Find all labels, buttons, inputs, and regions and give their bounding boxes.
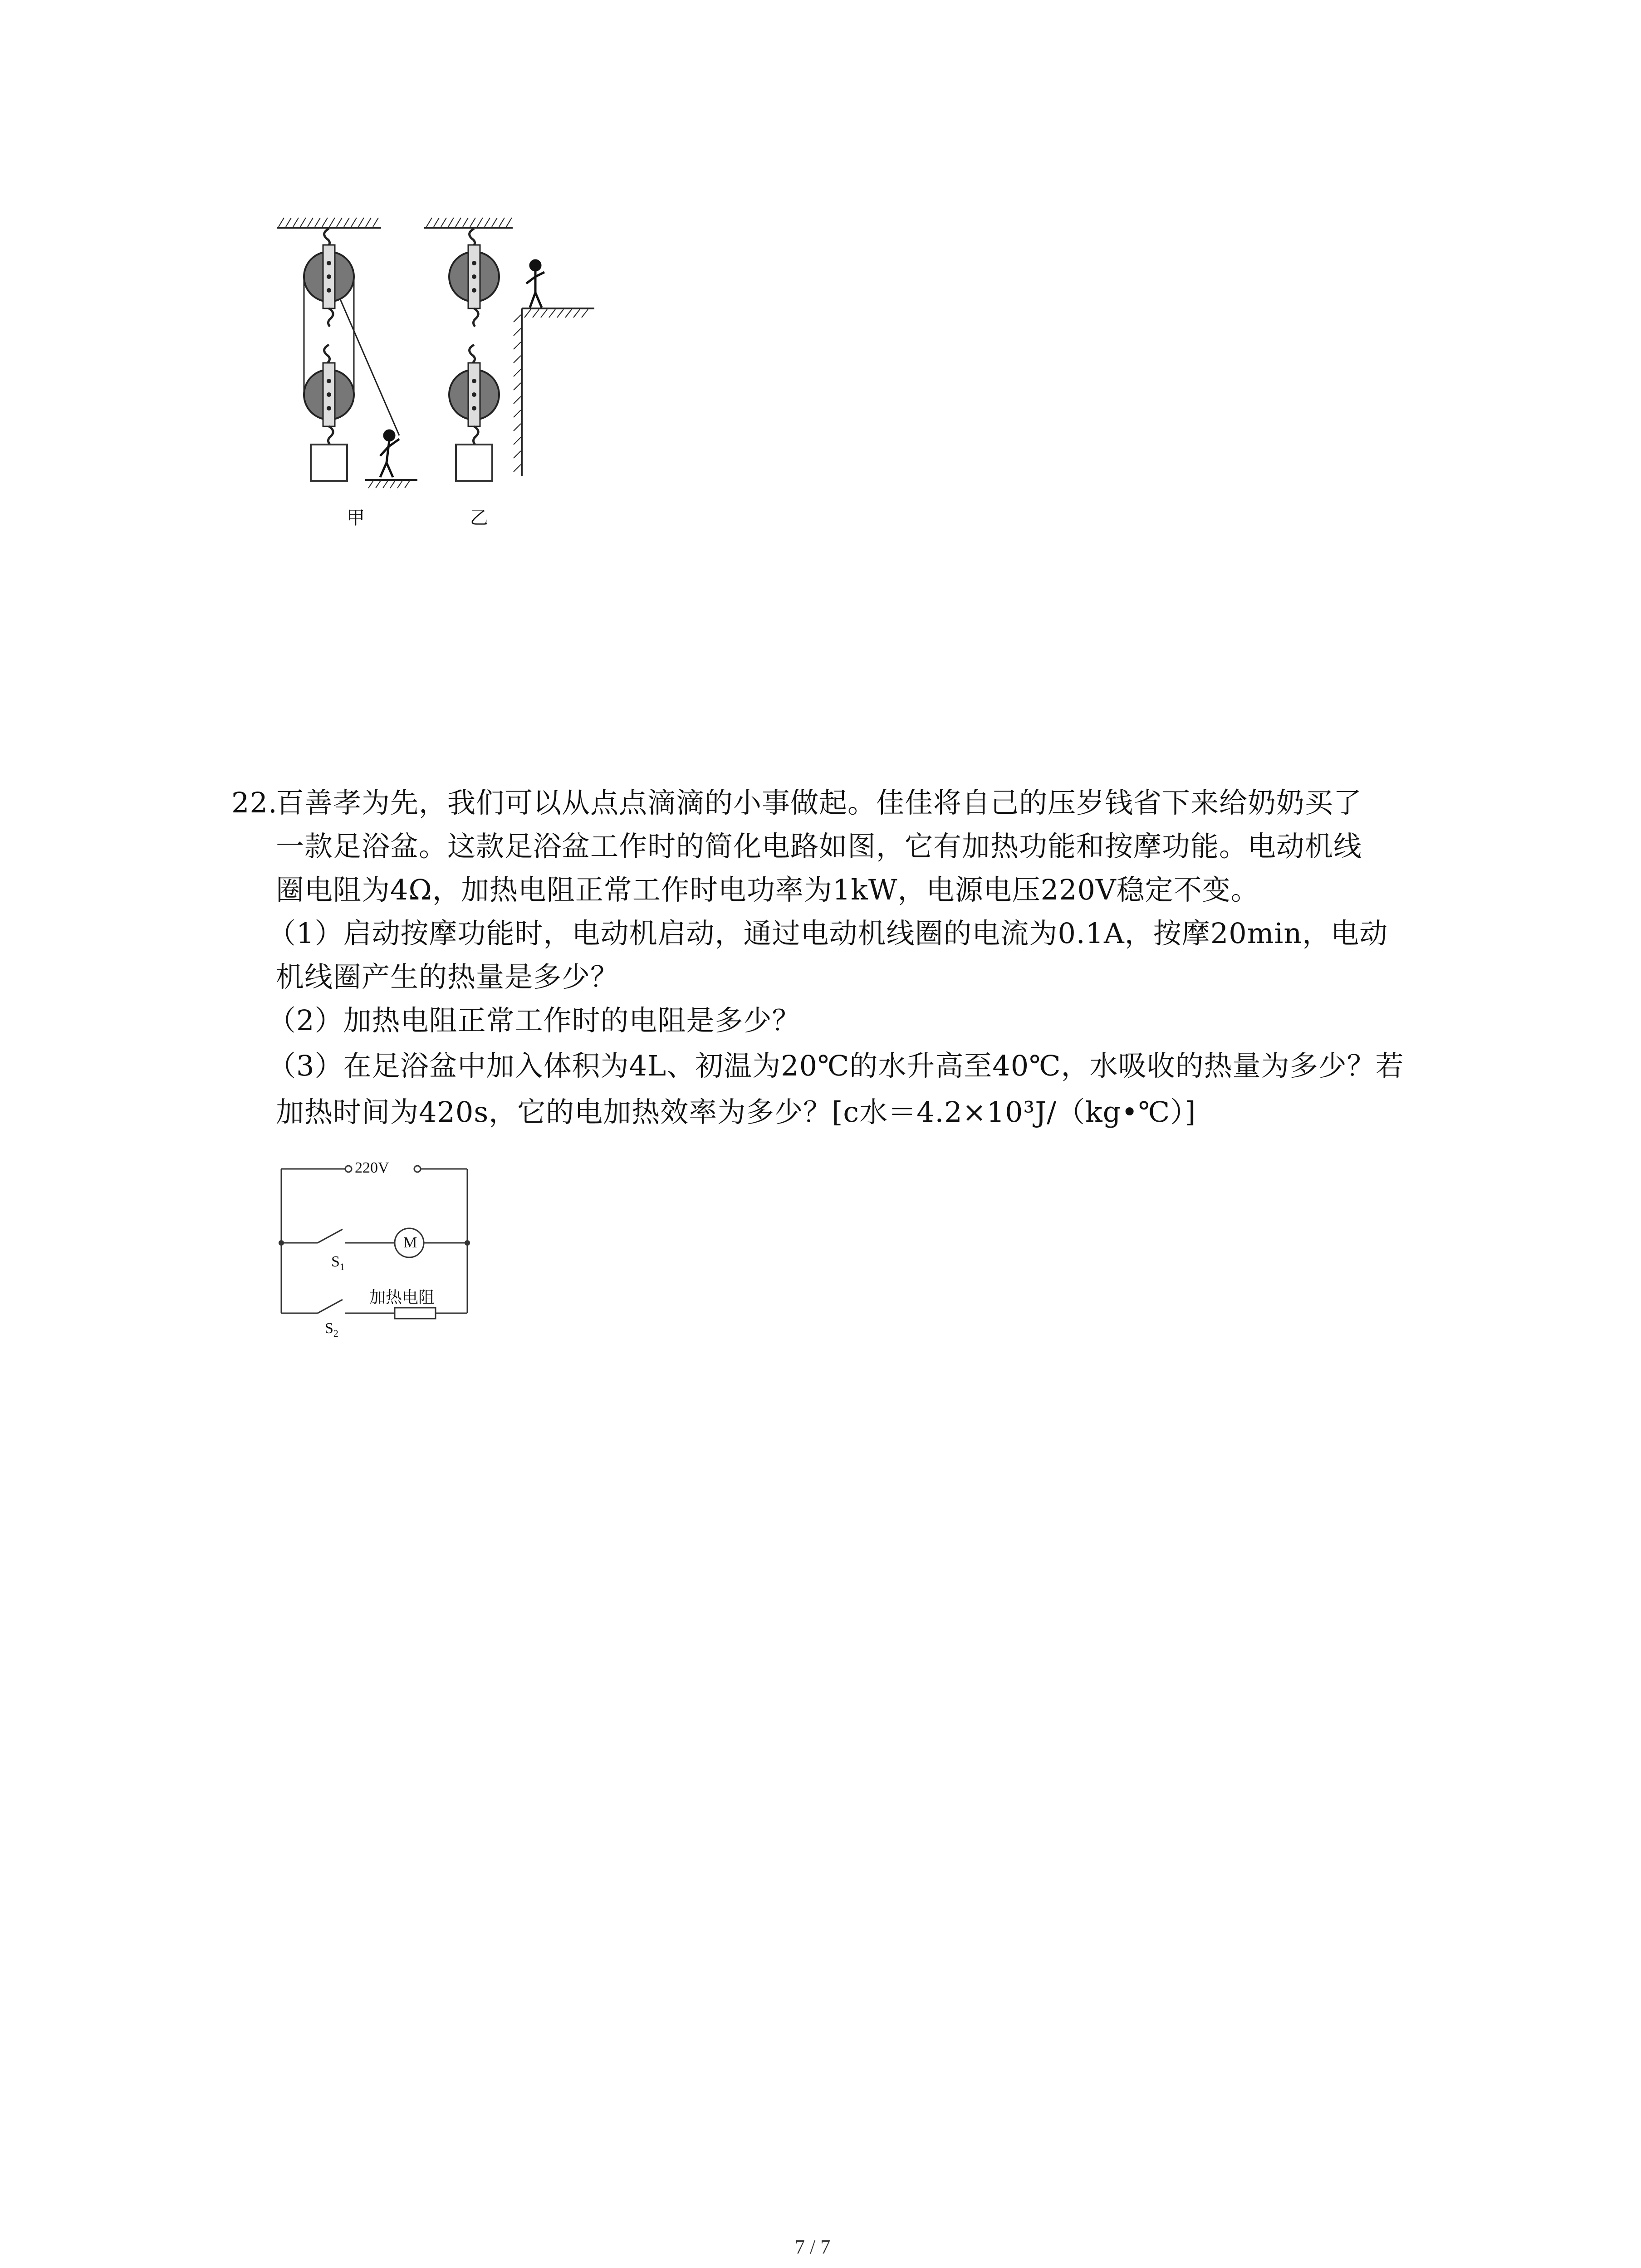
question-number: 22. [231, 786, 278, 819]
part3-line-2: 加热时间为420s，它的电加热效率为多少？[c水＝4.2×10³J/（kg•℃）] [276, 1095, 1196, 1129]
circuit-switch1-label [331, 1253, 345, 1273]
figure-label-yi: 乙 [470, 508, 488, 528]
circuit-heater-label: 加热电阻 [369, 1288, 435, 1307]
part1-line-2: 机线圈产生的热量是多少？ [276, 960, 619, 993]
switch1-letter: S [331, 1253, 340, 1270]
part1-line-1: （1）启动按摩功能时，电动机启动，通过电动机线圈的电流为0.1A，按摩20min，电动 [268, 917, 1388, 950]
circuit-motor-label: M [403, 1234, 417, 1251]
switch1-subscript: 1 [339, 1261, 345, 1272]
question-intro-line-3: 圈电阻为4Ω，加热电阻正常工作时电功率为1kW，电源电压220V稳定不变。 [276, 873, 1259, 906]
circuit-switch2-label [325, 1320, 338, 1339]
weight-block-left [311, 445, 347, 481]
ceiling-right [424, 218, 513, 228]
moving-pulley-right [449, 345, 499, 445]
question-intro-line-2: 一款足浴盆。这款足浴盆工作时的简化电路如图，它有加热功能和按摩功能。电动机线 [276, 830, 1362, 863]
page-number: 7 / 7 [795, 2236, 831, 2258]
fixed-pulley-right [449, 229, 499, 327]
part2-line: （2）加热电阻正常工作时的电阻是多少？ [268, 1004, 801, 1037]
question-intro-line-1: 百善孝为先，我们可以从点点滴滴的小事做起。佳佳将自己的压岁钱省下来给奶奶买了 [276, 786, 1362, 819]
ground-left [365, 480, 417, 488]
circuit-diagram [272, 1159, 481, 1359]
ceiling-left [277, 218, 381, 228]
person-right [526, 260, 544, 308]
figure-label-jia: 甲 [347, 508, 365, 528]
weight-block-right [456, 445, 492, 481]
moving-pulley-left [304, 345, 354, 445]
circuit-voltage-label: 220V [355, 1159, 389, 1176]
pulley-figure [268, 209, 612, 535]
platform-right [514, 308, 594, 476]
switch2-subscript: 2 [333, 1327, 338, 1339]
switch2-letter: S [325, 1320, 333, 1337]
part3-line-1: （3）在足浴盆中加入体积为4L、初温为20℃的水升高至40℃，水吸收的热量为多少？若 [268, 1049, 1404, 1082]
person-left [380, 430, 399, 477]
